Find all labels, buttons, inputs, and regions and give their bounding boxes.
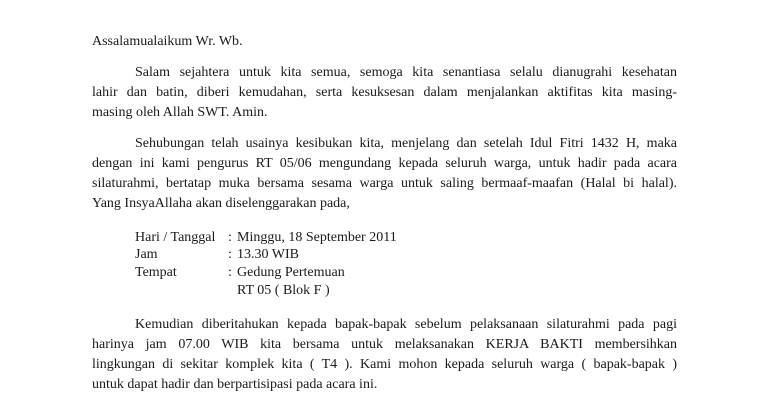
paragraph-2-line-3: silaturahmi, bertatap muka bersama sesama warga untuk saling bermaaf-maafan (Halal bi halal). [92, 176, 677, 191]
place-value-2: RT 05 ( Blok F ) [237, 283, 330, 298]
place-label: Tempat [135, 265, 177, 280]
paragraph-3-line-4: untuk dapat hadir dan berpartisipasi pada acara ini. [92, 377, 378, 392]
time-value: 13.30 WIB [237, 247, 299, 262]
paragraph-1-line-3: masing oleh Allah SWT. Amin. [92, 105, 268, 120]
time-label: Jam [135, 247, 158, 262]
paragraph-2-line-1: Sehubungan telah usainya kesibukan kita, menjelang dan setelah Idul Fitri 1432 H, maka [135, 136, 677, 151]
greeting: Assalamualaikum Wr. Wb. [92, 34, 243, 49]
paragraph-2-line-4: Yang InsyaAllaha akan diselenggarakan pada, [92, 196, 350, 211]
paragraph-1-line-1: Salam sejahtera untuk kita semua, semoga kita senantiasa selalu dianugrahi kesehatan [135, 65, 677, 80]
place-separator: : [228, 265, 232, 280]
date-label: Hari / Tanggal [135, 230, 216, 245]
date-separator: : [228, 230, 232, 245]
paragraph-3-line-1: Kemudian diberitahukan kepada bapak-bapak sebelum pelaksanaan silaturahmi pada pagi [135, 317, 677, 332]
paragraph-2-line-2: dengan ini kami pengurus RT 05/06 mengundang kepada seluruh warga, untuk hadir pada acara [92, 156, 677, 171]
paragraph-3-line-2: harinya jam 07.00 WIB kita bersama untuk melaksanakan KERJA BAKTI membersihkan [92, 337, 677, 352]
time-separator: : [228, 247, 232, 262]
paragraph-3-line-3: lingkungan di sekitar komplek kita ( T4 ). Kami mohon kepada seluruh warga ( bapak-bapak ) [92, 357, 677, 372]
date-value: Minggu, 18 September 2011 [237, 230, 397, 245]
place-value: Gedung Pertemuan [237, 265, 345, 280]
paragraph-1-line-2: lahir dan batin, diberi kemudahan, serta kesuksesan dalam menjalankan aktifitas kita masing- [92, 85, 677, 100]
